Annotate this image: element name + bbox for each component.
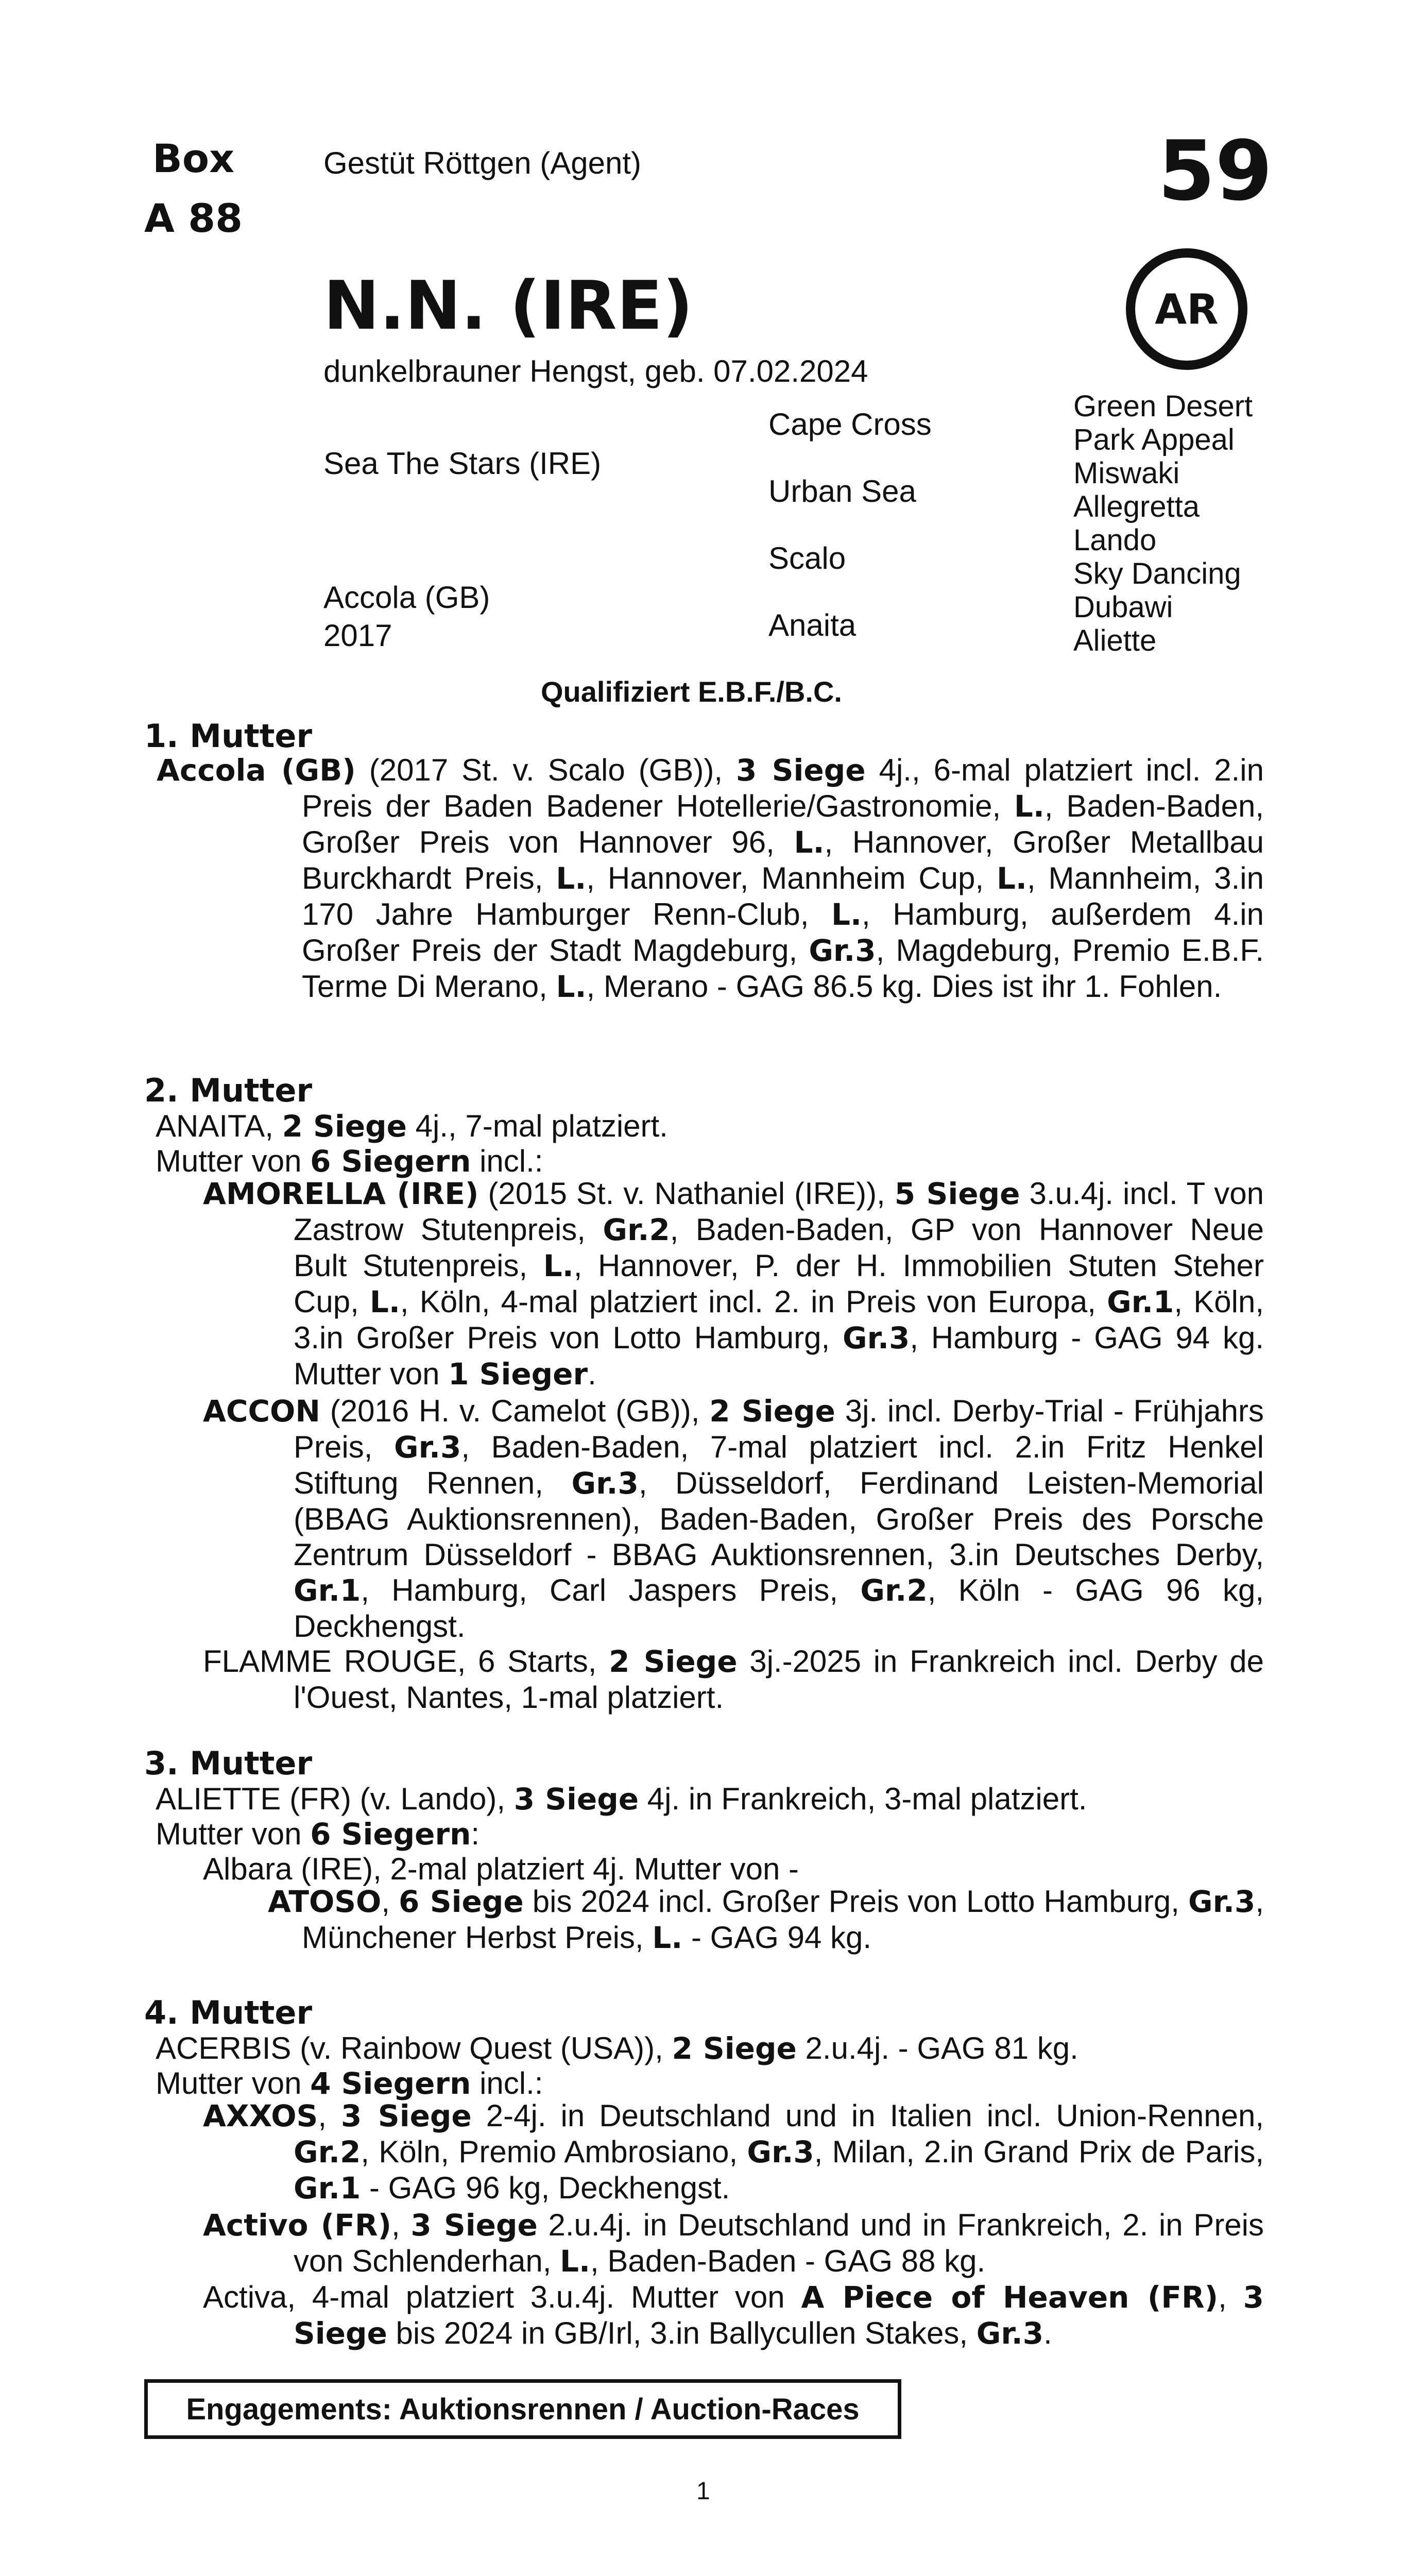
offspring-axxos: AXXOS, 3 Siege 2-4j. in Deutschland und in Italien incl. Union-Rennen, Gr.2, Köln, Premio Ambrosiano, Gr.3, Milan, 2.in Grand Prix de Paris, Gr.1 - GAG 96 kg, Deckhengst.	[203, 2098, 1264, 2206]
offspring-atoso: ATOSO, 6 Siege bis 2024 incl. Großer Preis von Lotto Hamburg, Gr.3, Münchener Herbst Preis, L. - GAG 94 kg.	[268, 1884, 1264, 1955]
pedigree-sire: Sea The Stars (IRE)	[323, 446, 602, 481]
offspring-activa: Activa, 4-mal platziert 3.u.4j. Mutter von A Piece of Heaven (FR), 3 Siege bis 2024 in GB/Irl, 3.in Ballycullen Stakes, Gr.3.	[203, 2280, 1264, 2351]
offspring-amorella: AMORELLA (IRE) (2015 St. v. Nathaniel (IRE)), 5 Siege 3.u.4j. incl. T von Zastrow Stutenpreis, Gr.2, Baden-Baden, GP von Hannover Neue Bult Stutenpreis, L., Hannover, P. der H. Immobilien Stuten Steher Cup, L., Köln, 4-mal platziert incl. 2. in Preis von Europa, Gr.1, Köln, 3.in Großer Preis von Lotto Hamburg, Gr.3, Hamburg - GAG 94 kg. Mutter von 1 Sieger.	[203, 1176, 1264, 1392]
pedigree-great-grandparent: Allegretta	[1073, 490, 1200, 523]
engagements-box	[144, 2379, 901, 2439]
pedigree-grandparent: Scalo	[768, 541, 846, 575]
page-number: 1	[696, 2478, 710, 2505]
section-heading-mutter-2: 2. Mutter	[144, 1072, 313, 1109]
pedigree-grandparent: Urban Sea	[768, 474, 916, 509]
engagements-label: Engagements: Auktionsrennen / Auction-Races	[186, 2392, 860, 2426]
mutter-2-line-1: ANAITA, 2 Siege 4j., 7-mal platziert.	[156, 1109, 668, 1144]
offspring-flamme-rouge: FLAMME ROUGE, 6 Starts, 2 Siege 3j.-2025 in Frankreich incl. Derby de l'Ouest, Nantes, 1-mal platziert.	[203, 1644, 1264, 1715]
pedigree-great-grandparent: Park Appeal	[1073, 423, 1235, 456]
mutter-3-line-2: Mutter von 6 Siegern:	[156, 1817, 480, 1852]
box-label: Box	[152, 135, 235, 181]
qualification: Qualifiziert E.B.F./B.C.	[541, 675, 842, 708]
section-heading-mutter-3: 3. Mutter	[144, 1744, 313, 1782]
mutter-1-text: Accola (GB) (2017 St. v. Scalo (GB)), 3 Siege 4j., 6-mal platziert incl. 2.in Preis der Baden Badener Hotellerie/Gastronomie, L., Baden-Baden, Großer Preis von Hannover 96, L., Hannover, Großer Metallbau Burckhardt Preis, L., Hannover, Mannheim Cup, L., Mannheim, 3.in 170 Jahre Hamburger Renn-Club, L., Hamburg, außerdem 4.in Großer Preis der Stadt Magdeburg, Gr.3, Magdeburg, Premio E.B.F. Terme Di Merano, L., Merano - GAG 86.5 kg. Dies ist ihr 1. Fohlen.	[157, 753, 1264, 1004]
mutter-3-line-1: ALIETTE (FR) (v. Lando), 3 Siege 4j. in Frankreich, 3-mal platziert.	[156, 1782, 1087, 1817]
pedigree-great-grandparent: Sky Dancing	[1073, 557, 1241, 590]
offspring-activo: Activo (FR), 3 Siege 2.u.4j. in Deutschland und in Frankreich, 2. in Preis von Schlenderhan, L., Baden-Baden - GAG 88 kg.	[203, 2208, 1264, 2279]
pedigree-dam: Accola (GB)	[323, 580, 490, 615]
lot-number: 59	[1158, 123, 1273, 219]
pedigree-grandparent: Anaita	[768, 608, 857, 642]
pedigree-dam-year: 2017	[323, 618, 392, 653]
ar-badge-label: AR	[1155, 285, 1219, 333]
agent: Gestüt Röttgen (Agent)	[323, 146, 641, 180]
offspring-accon: ACCON (2016 H. v. Camelot (GB)), 2 Siege 3j. incl. Derby-Trial - Frühjahrs Preis, Gr.3, Baden-Baden, 7-mal platziert incl. 2.in Fritz Henkel Stiftung Rennen, Gr.3, Düsseldorf, Ferdinand Leisten-Memorial (BBAG Auktionsrennen), Baden-Baden, Großer Preis des Porsche Zentrum Düsseldorf - BBAG Auktionsrennen, 3.in Deutsches Derby, Gr.1, Hamburg, Carl Jaspers Preis, Gr.2, Köln - GAG 96 kg, Deckhengst.	[203, 1394, 1264, 1643]
box-number: A 88	[144, 195, 243, 241]
section-heading-mutter-1: 1. Mutter	[144, 717, 313, 755]
section-heading-mutter-4: 4. Mutter	[144, 1994, 313, 2031]
horse-description: dunkelbrauner Hengst, geb. 07.02.2024	[323, 354, 868, 388]
pedigree-great-grandparent: Aliette	[1073, 624, 1157, 657]
mutter-2-line-2: Mutter von 6 Siegern incl.:	[156, 1144, 543, 1179]
ar-badge	[1126, 248, 1247, 370]
offspring-albara: Albara (IRE), 2-mal platziert 4j. Mutter von -	[203, 1852, 799, 1886]
pedigree-great-grandparent: Lando	[1073, 523, 1157, 557]
pedigree-grandparent: Cape Cross	[768, 407, 932, 442]
pedigree-great-grandparent: Dubawi	[1073, 590, 1173, 624]
mutter-4-line-2: Mutter von 4 Siegern incl.:	[156, 2066, 543, 2101]
pedigree-great-grandparent: Miswaki	[1073, 456, 1180, 490]
mutter-4-line-1: ACERBIS (v. Rainbow Quest (USA)), 2 Siege 2.u.4j. - GAG 81 kg.	[156, 2031, 1078, 2066]
horse-name: N.N. (IRE)	[323, 266, 693, 345]
dam-name: Accola (GB)	[157, 753, 356, 788]
pedigree-great-grandparent: Green Desert	[1073, 389, 1253, 423]
